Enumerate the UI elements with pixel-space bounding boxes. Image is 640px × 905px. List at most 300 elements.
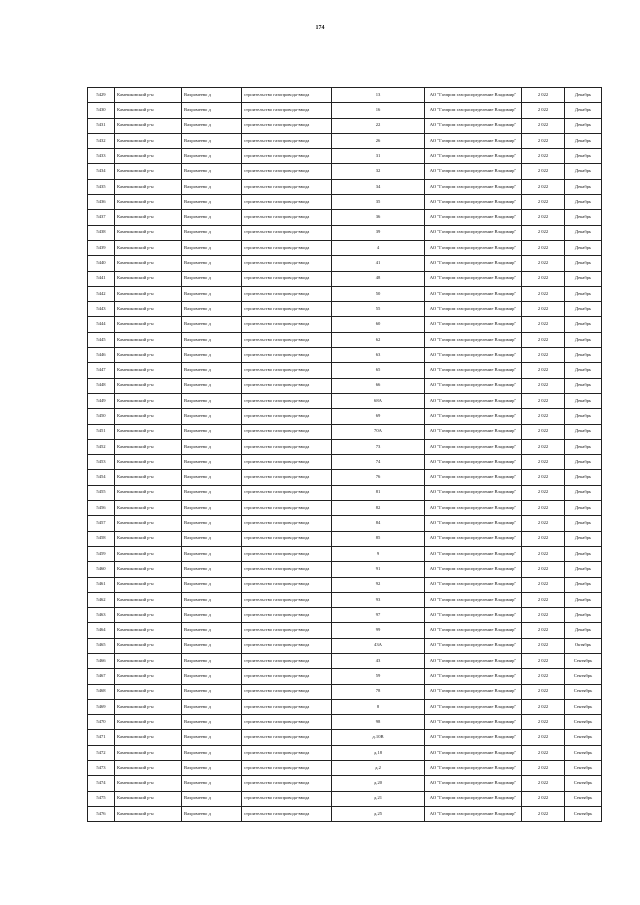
organization-cell: АО "Газпром газораспределение Владимир": [425, 103, 522, 118]
year-cell: 2 022: [522, 669, 565, 684]
row-number: 5431: [88, 118, 115, 133]
table-row: [88, 332, 602, 347]
house-number-cell: 62: [332, 332, 425, 347]
organization-cell: АО "Газпром газораспределение Владимир": [425, 455, 522, 470]
row-number: 5450: [88, 409, 115, 424]
house-number-cell: 68А: [332, 393, 425, 408]
house-number-cell: д.20: [332, 776, 425, 791]
table-row: [88, 348, 602, 363]
work-type-cell: строительство газопровода-ввода: [242, 179, 332, 194]
district-cell: Камешковский р-н: [115, 439, 182, 454]
year-cell: 2 022: [522, 286, 565, 301]
table-row: [88, 133, 602, 148]
month-cell: Декабрь: [565, 302, 602, 317]
table-row: [88, 577, 602, 592]
row-number: 5464: [88, 623, 115, 638]
district-cell: Камешковский р-н: [115, 791, 182, 806]
district-cell: Камешковский р-н: [115, 562, 182, 577]
work-type-cell: строительство газопровода-ввода: [242, 164, 332, 179]
organization-cell: АО "Газпром газораспределение Владимир": [425, 271, 522, 286]
row-number: 5455: [88, 485, 115, 500]
work-type-cell: строительство газопровода-ввода: [242, 424, 332, 439]
table-row: [88, 730, 602, 745]
district-cell: Камешковский р-н: [115, 455, 182, 470]
row-number: 5447: [88, 363, 115, 378]
work-type-cell: строительство газопровода-ввода: [242, 286, 332, 301]
work-type-cell: строительство газопровода-ввода: [242, 149, 332, 164]
work-type-cell: строительство газопровода-ввода: [242, 623, 332, 638]
work-type-cell: строительство газопровода-ввода: [242, 455, 332, 470]
month-cell: Декабрь: [565, 88, 602, 103]
house-number-cell: 70А: [332, 424, 425, 439]
year-cell: 2 022: [522, 240, 565, 255]
organization-cell: АО "Газпром газораспределение Владимир": [425, 256, 522, 271]
house-number-cell: 63: [332, 348, 425, 363]
organization-cell: АО "Газпром газораспределение Владимир": [425, 516, 522, 531]
year-cell: 2 022: [522, 699, 565, 714]
year-cell: 2 022: [522, 653, 565, 668]
year-cell: 2 022: [522, 531, 565, 546]
house-number-cell: д.21: [332, 791, 425, 806]
village-cell: Вахромеево д: [182, 455, 242, 470]
table-row: [88, 393, 602, 408]
work-type-cell: строительство газопровода-ввода: [242, 133, 332, 148]
district-cell: Камешковский р-н: [115, 699, 182, 714]
work-type-cell: строительство газопровода-ввода: [242, 806, 332, 821]
month-cell: Декабрь: [565, 470, 602, 485]
month-cell: Декабрь: [565, 317, 602, 332]
village-cell: Вахромеево д: [182, 623, 242, 638]
house-number-cell: 31: [332, 149, 425, 164]
house-number-cell: 84: [332, 516, 425, 531]
row-number: 5440: [88, 256, 115, 271]
year-cell: 2 022: [522, 791, 565, 806]
village-cell: Вахромеево д: [182, 562, 242, 577]
year-cell: 2 022: [522, 577, 565, 592]
district-cell: Камешковский р-н: [115, 485, 182, 500]
village-cell: Вахромеево д: [182, 577, 242, 592]
table-row: [88, 286, 602, 301]
district-cell: Камешковский р-н: [115, 88, 182, 103]
table-row: [88, 149, 602, 164]
organization-cell: АО "Газпром газораспределение Владимир": [425, 776, 522, 791]
table-row: [88, 302, 602, 317]
work-type-cell: строительство газопровода-ввода: [242, 715, 332, 730]
house-number-cell: 43: [332, 653, 425, 668]
house-number-cell: 8: [332, 699, 425, 714]
work-type-cell: строительство газопровода-ввода: [242, 501, 332, 516]
month-cell: Декабрь: [565, 485, 602, 500]
table-row: [88, 317, 602, 332]
village-cell: Вахромеево д: [182, 164, 242, 179]
year-cell: 2 022: [522, 317, 565, 332]
table-row: [88, 745, 602, 760]
village-cell: Вахромеево д: [182, 669, 242, 684]
district-cell: Камешковский р-н: [115, 531, 182, 546]
work-type-cell: строительство газопровода-ввода: [242, 302, 332, 317]
year-cell: 2 022: [522, 332, 565, 347]
row-number: 5449: [88, 393, 115, 408]
organization-cell: АО "Газпром газораспределение Владимир": [425, 470, 522, 485]
district-cell: Камешковский р-н: [115, 393, 182, 408]
organization-cell: АО "Газпром газораспределение Владимир": [425, 378, 522, 393]
district-cell: Камешковский р-н: [115, 424, 182, 439]
row-number: 5471: [88, 730, 115, 745]
organization-cell: АО "Газпром газораспределение Владимир": [425, 424, 522, 439]
village-cell: Вахромеево д: [182, 684, 242, 699]
row-number: 5438: [88, 225, 115, 240]
work-type-cell: строительство газопровода-ввода: [242, 195, 332, 210]
organization-cell: АО "Газпром газораспределение Владимир": [425, 806, 522, 821]
table-row: [88, 485, 602, 500]
month-cell: Декабрь: [565, 455, 602, 470]
row-number: 5442: [88, 286, 115, 301]
work-type-cell: строительство газопровода-ввода: [242, 562, 332, 577]
row-number: 5475: [88, 791, 115, 806]
district-cell: Камешковский р-н: [115, 592, 182, 607]
row-number: 5458: [88, 531, 115, 546]
month-cell: Сентябрь: [565, 761, 602, 776]
year-cell: 2 022: [522, 546, 565, 561]
work-type-cell: строительство газопровода-ввода: [242, 210, 332, 225]
register-table: [87, 87, 602, 822]
organization-cell: АО "Газпром газораспределение Владимир": [425, 133, 522, 148]
district-cell: Камешковский р-н: [115, 715, 182, 730]
month-cell: Декабрь: [565, 149, 602, 164]
village-cell: Вахромеево д: [182, 776, 242, 791]
table-row: [88, 179, 602, 194]
row-number: 5468: [88, 684, 115, 699]
house-number-cell: 22: [332, 118, 425, 133]
village-cell: Вахромеево д: [182, 806, 242, 821]
organization-cell: АО "Газпром газораспределение Владимир": [425, 653, 522, 668]
month-cell: Декабрь: [565, 256, 602, 271]
village-cell: Вахромеево д: [182, 592, 242, 607]
month-cell: Декабрь: [565, 562, 602, 577]
village-cell: Вахромеево д: [182, 210, 242, 225]
organization-cell: АО "Газпром газораспределение Владимир": [425, 409, 522, 424]
month-cell: Декабрь: [565, 623, 602, 638]
village-cell: Вахромеево д: [182, 363, 242, 378]
village-cell: Вахромеево д: [182, 103, 242, 118]
row-number: 5453: [88, 455, 115, 470]
year-cell: 2 022: [522, 761, 565, 776]
year-cell: 2 022: [522, 302, 565, 317]
organization-cell: АО "Газпром газораспределение Владимир": [425, 88, 522, 103]
organization-cell: АО "Газпром газораспределение Владимир": [425, 240, 522, 255]
organization-cell: АО "Газпром газораспределение Владимир": [425, 531, 522, 546]
district-cell: Камешковский р-н: [115, 164, 182, 179]
house-number-cell: 43А: [332, 638, 425, 653]
page-number: 174: [315, 25, 325, 31]
district-cell: Камешковский р-н: [115, 348, 182, 363]
house-number-cell: д.18: [332, 745, 425, 760]
organization-cell: АО "Газпром газораспределение Владимир": [425, 179, 522, 194]
table-row: [88, 531, 602, 546]
organization-cell: АО "Газпром газораспределение Владимир": [425, 225, 522, 240]
table-row: [88, 699, 602, 714]
village-cell: Вахромеево д: [182, 409, 242, 424]
work-type-cell: строительство газопровода-ввода: [242, 256, 332, 271]
work-type-cell: строительство газопровода-ввода: [242, 699, 332, 714]
work-type-cell: строительство газопровода-ввода: [242, 439, 332, 454]
row-number: 5457: [88, 516, 115, 531]
district-cell: Камешковский р-н: [115, 470, 182, 485]
table-row: [88, 776, 602, 791]
village-cell: Вахромеево д: [182, 317, 242, 332]
month-cell: Декабрь: [565, 195, 602, 210]
house-number-cell: 91: [332, 562, 425, 577]
work-type-cell: строительство газопровода-ввода: [242, 531, 332, 546]
house-number-cell: 60: [332, 317, 425, 332]
table-row: [88, 103, 602, 118]
month-cell: Декабрь: [565, 179, 602, 194]
district-cell: Камешковский р-н: [115, 684, 182, 699]
table-row: [88, 669, 602, 684]
row-number: 5444: [88, 317, 115, 332]
month-cell: Сентябрь: [565, 745, 602, 760]
row-number: 5456: [88, 501, 115, 516]
district-cell: Камешковский р-н: [115, 776, 182, 791]
year-cell: 2 022: [522, 562, 565, 577]
work-type-cell: строительство газопровода-ввода: [242, 393, 332, 408]
house-number-cell: 98: [332, 715, 425, 730]
district-cell: Камешковский р-н: [115, 546, 182, 561]
organization-cell: АО "Газпром газораспределение Владимир": [425, 715, 522, 730]
month-cell: Сентябрь: [565, 806, 602, 821]
row-number: 5448: [88, 378, 115, 393]
work-type-cell: строительство газопровода-ввода: [242, 730, 332, 745]
year-cell: 2 022: [522, 455, 565, 470]
year-cell: 2 022: [522, 118, 565, 133]
table-row: [88, 424, 602, 439]
row-number: 5461: [88, 577, 115, 592]
district-cell: Камешковский р-н: [115, 638, 182, 653]
year-cell: 2 022: [522, 730, 565, 745]
month-cell: Декабрь: [565, 103, 602, 118]
month-cell: Декабрь: [565, 608, 602, 623]
table-row: [88, 791, 602, 806]
month-cell: Декабрь: [565, 378, 602, 393]
organization-cell: АО "Газпром газораспределение Владимир": [425, 730, 522, 745]
organization-cell: АО "Газпром газораспределение Владимир": [425, 501, 522, 516]
house-number-cell: 34: [332, 179, 425, 194]
year-cell: 2 022: [522, 256, 565, 271]
house-number-cell: 76: [332, 470, 425, 485]
house-number-cell: 35: [332, 195, 425, 210]
work-type-cell: строительство газопровода-ввода: [242, 791, 332, 806]
work-type-cell: строительство газопровода-ввода: [242, 332, 332, 347]
table-row: [88, 164, 602, 179]
house-number-cell: 81: [332, 485, 425, 500]
village-cell: Вахромеево д: [182, 179, 242, 194]
village-cell: Вахромеево д: [182, 531, 242, 546]
row-number: 5434: [88, 164, 115, 179]
row-number: 5467: [88, 669, 115, 684]
table-row: [88, 225, 602, 240]
year-cell: 2 022: [522, 470, 565, 485]
table-row: [88, 761, 602, 776]
house-number-cell: 41: [332, 256, 425, 271]
village-cell: Вахромеево д: [182, 149, 242, 164]
year-cell: 2 022: [522, 103, 565, 118]
row-number: 5474: [88, 776, 115, 791]
organization-cell: АО "Газпром газораспределение Владимир": [425, 608, 522, 623]
work-type-cell: строительство газопровода-ввода: [242, 348, 332, 363]
district-cell: Камешковский р-н: [115, 225, 182, 240]
month-cell: Декабрь: [565, 393, 602, 408]
district-cell: Камешковский р-н: [115, 256, 182, 271]
row-number: 5429: [88, 88, 115, 103]
work-type-cell: строительство газопровода-ввода: [242, 317, 332, 332]
month-cell: Декабрь: [565, 439, 602, 454]
month-cell: Декабрь: [565, 592, 602, 607]
district-cell: Камешковский р-н: [115, 195, 182, 210]
table-row: [88, 439, 602, 454]
district-cell: Камешковский р-н: [115, 623, 182, 638]
organization-cell: АО "Газпром газораспределение Владимир": [425, 638, 522, 653]
year-cell: 2 022: [522, 638, 565, 653]
month-cell: Декабрь: [565, 133, 602, 148]
year-cell: 2 022: [522, 271, 565, 286]
house-number-cell: 13: [332, 88, 425, 103]
village-cell: Вахромеево д: [182, 761, 242, 776]
row-number: 5476: [88, 806, 115, 821]
row-number: 5432: [88, 133, 115, 148]
district-cell: Камешковский р-н: [115, 577, 182, 592]
table-row: [88, 470, 602, 485]
organization-cell: АО "Газпром газораспределение Владимир": [425, 332, 522, 347]
district-cell: Камешковский р-н: [115, 103, 182, 118]
month-cell: Октябрь: [565, 638, 602, 653]
village-cell: Вахромеево д: [182, 348, 242, 363]
house-number-cell: д.2: [332, 761, 425, 776]
work-type-cell: строительство газопровода-ввода: [242, 577, 332, 592]
village-cell: Вахромеево д: [182, 225, 242, 240]
row-number: 5446: [88, 348, 115, 363]
house-number-cell: 65: [332, 363, 425, 378]
work-type-cell: строительство газопровода-ввода: [242, 608, 332, 623]
month-cell: Декабрь: [565, 409, 602, 424]
district-cell: Камешковский р-н: [115, 363, 182, 378]
work-type-cell: строительство газопровода-ввода: [242, 684, 332, 699]
village-cell: Вахромеево д: [182, 286, 242, 301]
month-cell: Декабрь: [565, 546, 602, 561]
year-cell: 2 022: [522, 210, 565, 225]
organization-cell: АО "Газпром газораспределение Владимир": [425, 699, 522, 714]
village-cell: Вахромеево д: [182, 195, 242, 210]
organization-cell: АО "Газпром газораспределение Владимир": [425, 592, 522, 607]
year-cell: 2 022: [522, 485, 565, 500]
house-number-cell: 73: [332, 439, 425, 454]
organization-cell: АО "Газпром газораспределение Владимир": [425, 761, 522, 776]
row-number: 5459: [88, 546, 115, 561]
district-cell: Камешковский р-н: [115, 730, 182, 745]
organization-cell: АО "Газпром газораспределение Владимир": [425, 393, 522, 408]
row-number: 5439: [88, 240, 115, 255]
village-cell: Вахромеево д: [182, 133, 242, 148]
house-number-cell: 55: [332, 302, 425, 317]
work-type-cell: строительство газопровода-ввода: [242, 745, 332, 760]
table-row: [88, 684, 602, 699]
house-number-cell: 78: [332, 684, 425, 699]
row-number: 5441: [88, 271, 115, 286]
work-type-cell: строительство газопровода-ввода: [242, 638, 332, 653]
table-row: [88, 271, 602, 286]
row-number: 5472: [88, 745, 115, 760]
row-number: 5473: [88, 761, 115, 776]
organization-cell: АО "Газпром газораспределение Владимир": [425, 562, 522, 577]
year-cell: 2 022: [522, 393, 565, 408]
house-number-cell: 32: [332, 164, 425, 179]
row-number: 5435: [88, 179, 115, 194]
work-type-cell: строительство газопровода-ввода: [242, 470, 332, 485]
village-cell: Вахромеево д: [182, 271, 242, 286]
village-cell: Вахромеево д: [182, 653, 242, 668]
house-number-cell: 16: [332, 103, 425, 118]
house-number-cell: д.25: [332, 806, 425, 821]
table-row: [88, 638, 602, 653]
year-cell: 2 022: [522, 776, 565, 791]
row-number: 5452: [88, 439, 115, 454]
row-number: 5437: [88, 210, 115, 225]
work-type-cell: строительство газопровода-ввода: [242, 88, 332, 103]
organization-cell: АО "Газпром газораспределение Владимир": [425, 118, 522, 133]
table-row: [88, 623, 602, 638]
month-cell: Декабрь: [565, 531, 602, 546]
district-cell: Камешковский р-н: [115, 516, 182, 531]
village-cell: Вахромеево д: [182, 638, 242, 653]
year-cell: 2 022: [522, 164, 565, 179]
table-row: [88, 118, 602, 133]
row-number: 5466: [88, 653, 115, 668]
house-number-cell: 66: [332, 378, 425, 393]
work-type-cell: строительство газопровода-ввода: [242, 225, 332, 240]
row-number: 5454: [88, 470, 115, 485]
district-cell: Камешковский р-н: [115, 669, 182, 684]
district-cell: Камешковский р-н: [115, 745, 182, 760]
month-cell: Декабрь: [565, 516, 602, 531]
village-cell: Вахромеево д: [182, 485, 242, 500]
year-cell: 2 022: [522, 133, 565, 148]
house-number-cell: 97: [332, 608, 425, 623]
village-cell: Вахромеево д: [182, 118, 242, 133]
house-number-cell: 92: [332, 577, 425, 592]
village-cell: Вахромеево д: [182, 745, 242, 760]
organization-cell: АО "Газпром газораспределение Владимир": [425, 302, 522, 317]
organization-cell: АО "Газпром газораспределение Владимир": [425, 317, 522, 332]
house-number-cell: 9: [332, 546, 425, 561]
organization-cell: АО "Газпром газораспределение Владимир": [425, 684, 522, 699]
work-type-cell: строительство газопровода-ввода: [242, 103, 332, 118]
house-number-cell: 4: [332, 240, 425, 255]
organization-cell: АО "Газпром газораспределение Владимир": [425, 745, 522, 760]
house-number-cell: 59: [332, 669, 425, 684]
table-row: [88, 653, 602, 668]
year-cell: 2 022: [522, 439, 565, 454]
district-cell: Камешковский р-н: [115, 501, 182, 516]
village-cell: Вахромеево д: [182, 791, 242, 806]
district-cell: Камешковский р-н: [115, 409, 182, 424]
organization-cell: АО "Газпром газораспределение Владимир": [425, 164, 522, 179]
organization-cell: АО "Газпром газораспределение Владимир": [425, 149, 522, 164]
organization-cell: АО "Газпром газораспределение Владимир": [425, 348, 522, 363]
table-row: [88, 88, 602, 103]
table-row: [88, 210, 602, 225]
house-number-cell: 26: [332, 133, 425, 148]
row-number: 5470: [88, 715, 115, 730]
year-cell: 2 022: [522, 806, 565, 821]
